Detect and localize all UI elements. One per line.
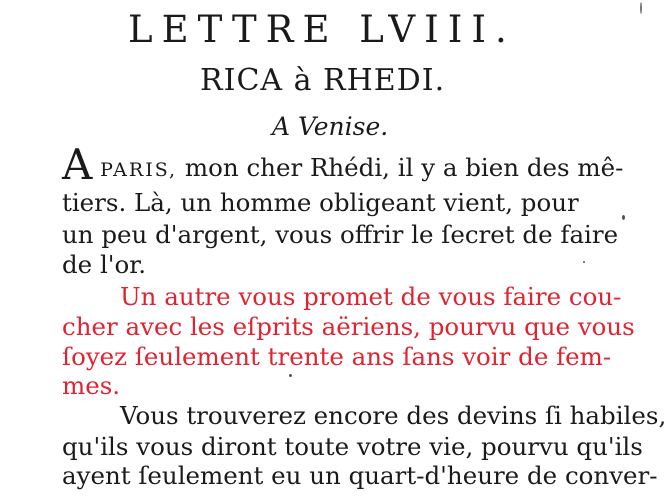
- paragraph-1-line-2: tiers. Là, un homme obligeant vient, pour: [62, 188, 579, 217]
- letter-place: A Venise.: [272, 112, 389, 141]
- paragraph-1-line-4: de l'or.: [62, 250, 147, 279]
- paragraph-2-line-3: ſoyez ſeulement trente ans ſans voir de fem-: [62, 342, 612, 371]
- paragraph-1-line-1: [62, 140, 624, 189]
- paragraph-3-line-1: Vous trouverez encore des devins ſi habiles,: [120, 401, 666, 430]
- paragraph-1-line-3: un peu d'argent, vous offrir le ſecret de faire: [62, 220, 619, 249]
- paragraph-3-line-3: ayent ſeulement eu un quart-d'heure de conver-: [62, 461, 658, 490]
- paper-edge-mark: [640, 2, 642, 14]
- paper-speck: [622, 215, 625, 220]
- letter-addressee: RICA à RHEDI.: [200, 63, 446, 98]
- paragraph-3-line-4-cropped: [62, 490, 542, 500]
- paper-speck: [583, 261, 585, 263]
- paragraph-2-line-4: mes.: [62, 371, 121, 400]
- paragraph-2-line-2: cher avec les eſprits aëriens, pourvu que vous: [62, 312, 635, 341]
- lead-smallcaps: PARIS,: [100, 159, 178, 181]
- paper-speck: [289, 374, 292, 377]
- drop-cap: A: [62, 140, 93, 189]
- line-text: mon cher Rhédi, il y a bien des mê-: [184, 153, 624, 182]
- paragraph-2-line-1: Un autre vous promet de vous faire cou-: [120, 282, 622, 311]
- paragraph-3-line-2: qu'ils vous diront toute votre vie, pourvu qu'ils: [62, 432, 643, 461]
- letter-title: LETTRE LVIII.: [128, 8, 516, 51]
